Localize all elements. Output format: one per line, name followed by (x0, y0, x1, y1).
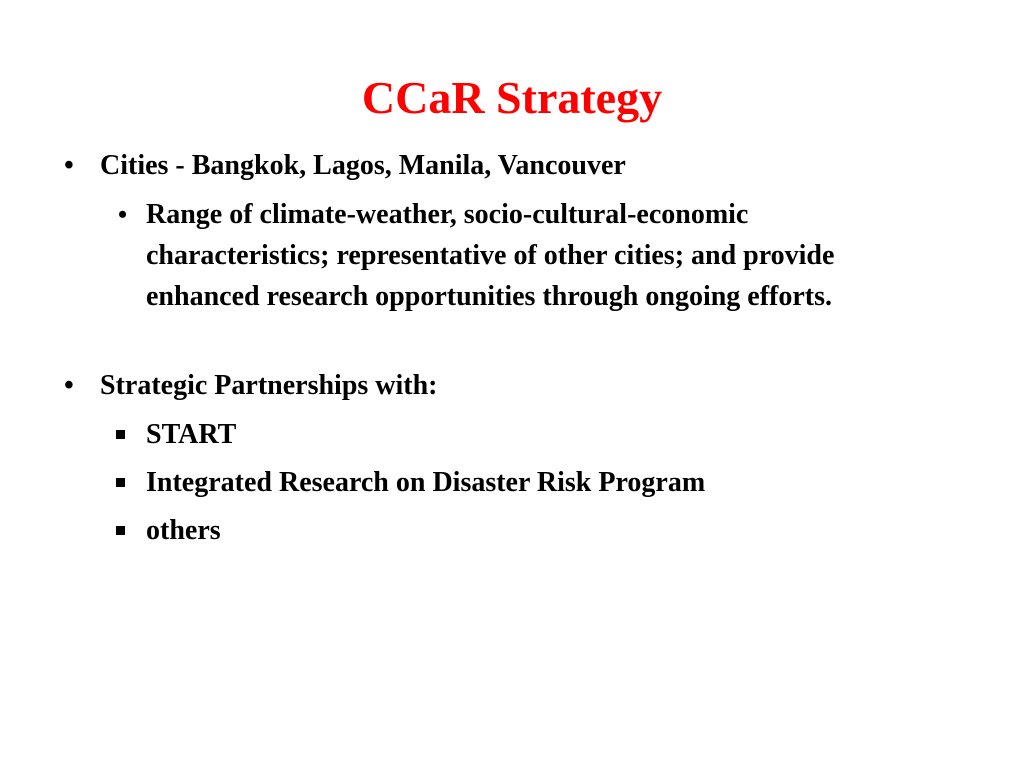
sub-bullet-others: others (146, 515, 221, 546)
sub-bullet-cities-description: Range of climate-weather, socio-cultural-economic characteristics; representative of other cities; and provide enhanced research opportunities through ongoing efforts. (146, 199, 835, 312)
square-bullet-icon (116, 526, 125, 535)
bullet-strategic-partnerships: Strategic Partnerships with: (100, 370, 438, 401)
sub-bullet-icon: • (118, 200, 128, 229)
bullet-icon: • (64, 150, 74, 181)
sub-bullet-start: START (146, 419, 237, 450)
sub-bullet-irdr: Integrated Research on Disaster Risk Program (146, 467, 706, 498)
slide-title: CCaR Strategy (361, 72, 663, 123)
square-bullet-icon (116, 430, 125, 439)
square-bullet-icon (116, 478, 125, 487)
bullet-icon: • (64, 370, 74, 401)
bullet-cities: Cities - Bangkok, Lagos, Manila, Vancouver (100, 150, 626, 181)
